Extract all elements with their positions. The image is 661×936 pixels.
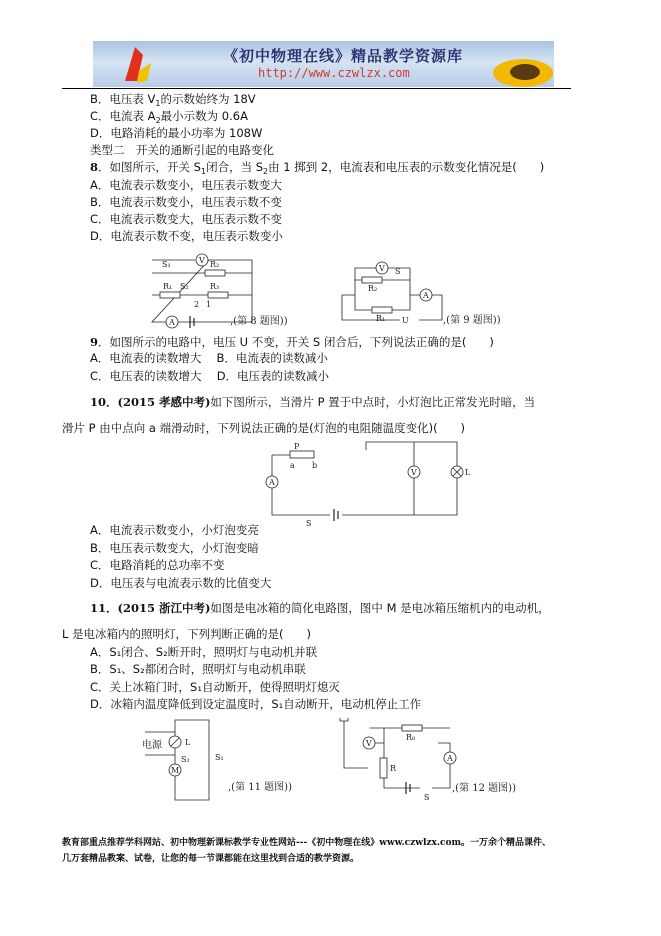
svg-text:a: a (290, 461, 295, 470)
q8-option-d: D．电流表示数不变，电压表示数变小 (90, 229, 283, 243)
svg-text:L: L (465, 468, 471, 477)
q11-stem-cont: L 是电冰箱内的照明灯，下列判断正确的是( ) (62, 627, 312, 641)
banner-url[interactable]: http://www.czwlzx.com (258, 66, 410, 80)
svg-text:,(第 11 题图)): ,(第 11 题图)) (228, 782, 292, 793)
svg-text:R₁: R₁ (163, 282, 173, 291)
section-heading: 类型二 开关的通断引起的电路变化 (90, 143, 274, 157)
svg-text:S: S (395, 267, 401, 276)
svg-text:1: 1 (206, 300, 212, 309)
svg-text:R: R (390, 764, 397, 773)
q10-option-c: C．电路消耗的总功率不变 (90, 558, 225, 572)
svg-text:R₂: R₂ (210, 260, 220, 269)
q7-option-d: D．电路消耗的最小功率为 108W (90, 126, 263, 140)
footer-line-1: 教育部重点推荐学科网站、初中物理新课标教学专业性网站---《初中物理在线》www.czwlzx.com。一万余个精品课件、 (62, 838, 552, 848)
q10-stem-cont: 滑片 P 由中点向 a 端滑动时，下列说法正确的是(灯泡的电阻随温度变化)( ) (62, 421, 466, 435)
svg-text:S₂: S₂ (180, 282, 189, 291)
q10-circuit-diagram (269, 440, 471, 528)
q8-stem: 8．如图所示，开关 $S_1$闭合，当 $S_2$由 1 掷到 2，电流表和电压表的示数变化情况是( ) (90, 160, 545, 176)
q10-option-d: D．电压表与电流表示数的比值变大 (90, 576, 272, 590)
svg-text:A: A (447, 754, 453, 763)
svg-text:2: 2 (194, 300, 200, 309)
header-rule (62, 88, 571, 89)
svg-text:S₁: S₁ (162, 260, 171, 269)
svg-text:S₂: S₂ (181, 755, 190, 764)
header-banner (93, 41, 554, 87)
q11-option-b: B．S₁、S₂都闭合时，照明灯与电动机串联 (90, 662, 306, 676)
svg-text:S: S (424, 793, 430, 802)
q8-option-b: B．电流表示数变小，电压表示数不变 (90, 195, 282, 209)
svg-text:L: L (185, 738, 191, 747)
svg-text:P: P (294, 442, 300, 451)
q11-option-a: A．S₁闭合、S₂断开时，照明灯与电动机并联 (90, 645, 318, 659)
q7-option-b: B．电压表 $V_1$的示数始终为 18V (90, 92, 256, 108)
svg-text:V: V (411, 468, 417, 477)
svg-text:U: U (402, 316, 409, 325)
svg-text:V: V (199, 256, 205, 265)
q11-circuit-diagram (142, 720, 345, 795)
svg-text:A: A (169, 318, 175, 327)
q9-options-ab: A．电流表的读数增大 B．电流表的读数减小 (90, 351, 328, 365)
sunflower-icon (488, 41, 554, 87)
q9-stem: 9．如图所示的电路中，电压 U 不变，开关 S 闭合后，下列说法正确的是( ) (90, 335, 494, 349)
svg-text:S: S (306, 519, 312, 528)
logo-icon (113, 41, 173, 87)
q12-circuit-diagram (340, 718, 540, 802)
svg-text:V: V (366, 739, 372, 748)
q10-stem: 10．(2015 孝感中考)如下图所示，当滑片 P 置于中点时，小灯泡比正常发光时暗，当 (90, 395, 536, 409)
svg-text:A: A (423, 291, 429, 300)
q7-option-c: C．电流表 $A_2$最小示数为 0.6A (90, 109, 248, 125)
svg-text:电源: 电源 (142, 740, 162, 751)
svg-text:R₃: R₃ (210, 282, 220, 291)
svg-text:R₁: R₁ (376, 314, 386, 323)
svg-text:A: A (269, 478, 275, 487)
q11-stem: 11．(2015 浙江中考)如图是电冰箱的简化电路图，图中 M 是电冰箱压缩机内的电动机， (90, 601, 550, 615)
svg-text:b: b (312, 461, 318, 470)
q8-option-a: A．电流表示数变小，电压表示数变大 (90, 178, 282, 192)
q9-options-cd: C．电压表的读数增大 D．电压表的读数减小 (90, 369, 330, 383)
svg-text:M: M (171, 766, 180, 775)
svg-text:,(第 12 题图)): ,(第 12 题图)) (452, 783, 516, 794)
q11-option-d: D．冰箱内温度降低到设定温度时，S₁自动断开，电动机停止工作 (90, 697, 422, 711)
banner-title: 《初中物理在线》精品教学资源库 (223, 47, 464, 65)
svg-text:S₁: S₁ (215, 753, 224, 762)
svg-text:,(第 9 题图)): ,(第 9 题图)) (443, 315, 501, 326)
q10-option-a: A．电流表示数变小，小灯泡变亮 (90, 523, 259, 537)
svg-text:,(第 8 题图)): ,(第 8 题图)) (230, 316, 288, 327)
q9-circuit-diagram (340, 258, 540, 333)
q10-option-b: B．电压表示数变大，小灯泡变暗 (90, 541, 259, 555)
q8-option-c: C．电流表示数变大，电压表示数不变 (90, 212, 283, 226)
svg-text:V: V (379, 264, 385, 273)
q8-circuit-diagram (150, 252, 330, 327)
svg-text:R₂: R₂ (368, 284, 378, 293)
q11-option-c: C．关上冰箱门时，S₁自动断开，使得照明灯熄灭 (90, 680, 340, 694)
svg-text:R₀: R₀ (406, 733, 416, 742)
footer-line-2: 几万套精品教案、试卷，让您的每一节课都能在这里找到合适的教学资源。 (62, 854, 360, 864)
